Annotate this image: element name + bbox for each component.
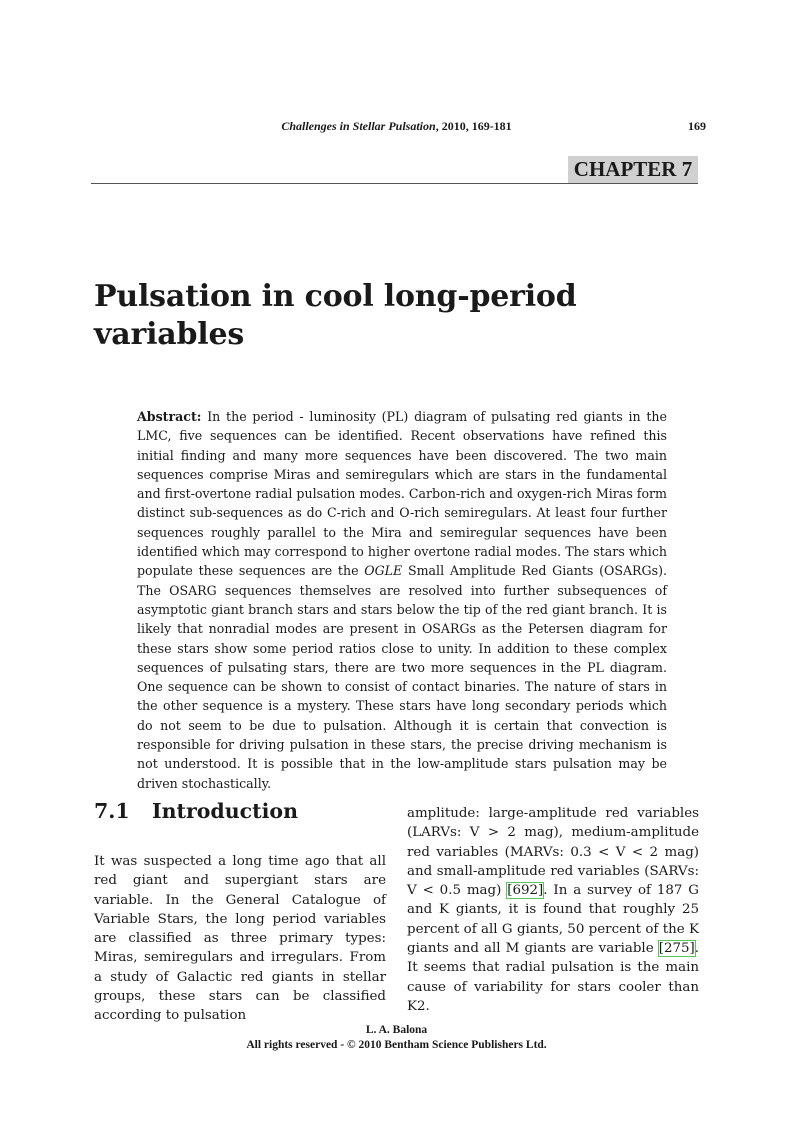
section-title: Introduction: [152, 799, 298, 823]
chapter-title: Pulsation in cool long-period variables: [94, 279, 577, 352]
body-text-right-1: amplitude: large-amplitude red variables (LARVs: V > 2 mag), medium-amplitude red variables (MARVs: 0.3 < V < 2 mag) and small-amplitude red variables (SARVs: V < 0.5 mag): [407, 806, 699, 899]
abstract-ogle: OGLE: [364, 563, 403, 579]
footer-author: L. A. Balona: [365, 1024, 428, 1036]
citation-link[interactable]: [692]: [507, 883, 544, 899]
abstract-label: Abstract:: [137, 409, 202, 424]
abstract-text-1: In the period - luminosity (PL) diagram of pulsating red giants in the LMC, five sequences can be identified. Recent observations have refined this initial finding and many more sequences have been discovered. The two main sequences comprise Miras and semiregulars which are stars in the fundamental and first-overtone radial pulsation modes. Carbon-rich and oxygen-rich Miras form distinct sub-sequences as do C-rich and O-rich semiregulars. At least four further sequences roughly parallel to the Mira and semiregular sequences have been identified which may correspond to higher overtone radial modes. The stars which populate these sequences are the: [137, 409, 667, 579]
body-text-right-2: . In a survey of 187 G and K giants, it is found that roughly 25 percent of all G giants, 50 percent of the K giants and all M giants are variable: [407, 883, 699, 957]
abstract: [137, 407, 667, 793]
body-column-left: It was suspected a long time ago that all red giant and supergiant stars are variable. In the General Catalogue of Variable Stars, the long period variables are classified as three primary types: Miras, semiregulars and irregulars. From a study of Galactic red giants in stellar groups, these stars can be classified according to pulsation: [94, 854, 386, 1024]
page-number: 169: [688, 119, 706, 133]
chapter-label: CHAPTER 7: [568, 156, 698, 183]
journal-name: Challenges in Stellar Pulsation: [281, 119, 436, 133]
body-text-right-3: . It seems that radial pulsation is the main cause of variability for stars cooler than K2.: [407, 941, 699, 1014]
footer-rights: All rights reserved - © 2010 Bentham Science Publishers Ltd.: [246, 1039, 547, 1051]
header-rule: [91, 183, 698, 184]
section-number: 7.1: [94, 799, 130, 823]
abstract-text-2: Small Amplitude Red Giants (OSARGs). The OSARG sequences themselves are resolved into further subsequences of asymptotic giant branch stars and stars below the tip of the red giant branch. It is likely that nonradial modes are present in OSARGs as the Petersen diagram for these stars show some period ratios close to unity. In addition to these complex sequences of pulsating stars, there are two more sequences in the PL diagram. One sequence can be shown to consist of contact binaries. The nature of stars in the other sequence is a mystery. These stars have long secondary periods which do not seem to be due to pulsation. Although it is certain that convection is responsible for driving pulsation in these stars, the precise driving mechanism is not understood. It is possible that in the low-amplitude stars pulsation may be driven stochastically.: [137, 563, 667, 791]
citation-link[interactable]: [275]: [658, 941, 695, 957]
journal-citation: , 2010, 169-181: [435, 119, 512, 133]
section-heading: [94, 797, 394, 825]
body-column-right: [407, 804, 699, 1016]
